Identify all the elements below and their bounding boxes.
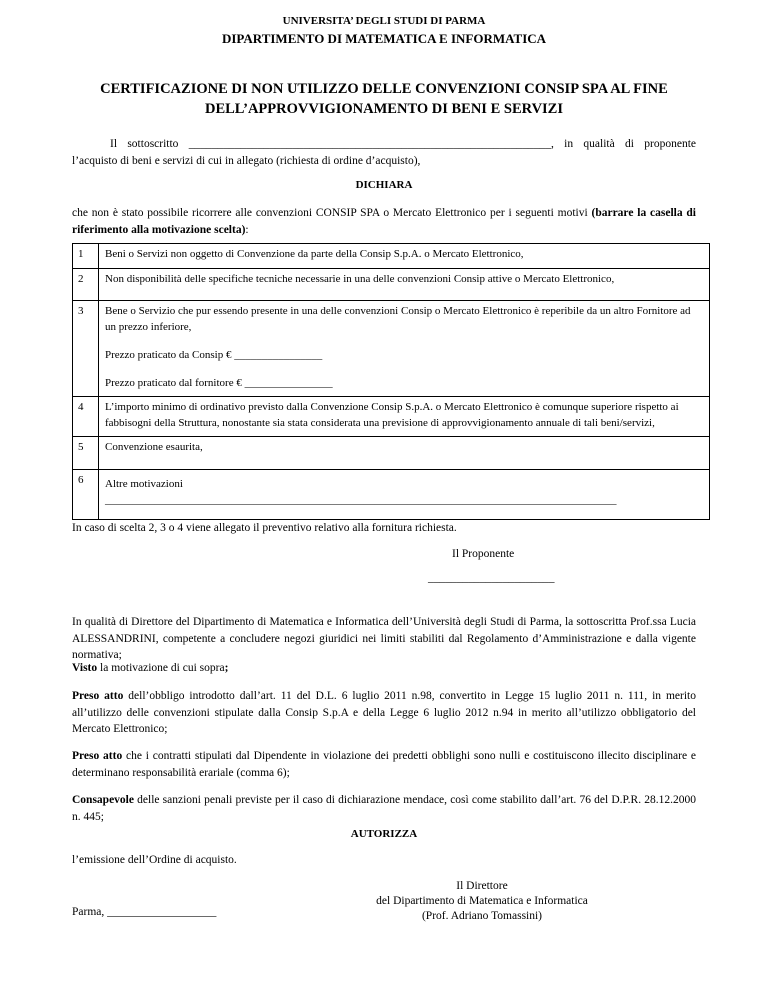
- preso-atto-text: dell’obbligo introdotto dall’art. 11 del D.L. 6 luglio 2011 n.98, convertito in Legge 15 luglio 2011 n. 111, in merito all’utilizzo delle convenzioni stipulate dalla Consip S.p.A e della Legge 6 luglio 2012 n.94 in merito all’utilizzo obbligatorio del Mercato Elettronico;: [72, 690, 696, 736]
- motive-cell: [99, 470, 710, 520]
- visto-label: Visto: [72, 662, 98, 674]
- declare-colon: :: [245, 223, 249, 236]
- declare-heading: DICHIARA: [355, 179, 413, 191]
- motive-text: Convenzione esaurita,: [99, 437, 710, 470]
- preso-atto-text: che i contratti stipulati dal Dipendente in violazione dei predetti obblighi sono nulli e costituiscono illecito disciplinare e determinano responsabilità erariale (comma 6);: [72, 750, 696, 779]
- declare-instruction: (barrare la casella di riferimento alla motivazione scelta): [72, 207, 697, 236]
- document-title: [0, 80, 768, 119]
- motive-text: Altre motivazioni: [105, 478, 183, 490]
- authorize-paragraph: l’emissione dell’Ordine di acquisto.: [72, 854, 237, 866]
- motive-text: L’importo minimo di ordinativo previsto dalla Convenzione Consip S.p.A. o Mercato Elettronico è comunque superiore rispetto ai fabbisogni della Struttura, nonostante sia stata considerata una previsione di approvvigionamento annuale di tali beni/servizi,: [99, 397, 710, 437]
- intro-paragraph: Il sottoscritto _______________________________________________________________, in qualità di proponente l’acquisto di beni e servizi di cui in allegato (richiesta di ordine d’acquisto),: [72, 138, 696, 167]
- director-department: del Dipartimento di Matematica e Informatica: [376, 894, 588, 907]
- declare-text: che non è stato possibile ricorrere alle convenzioni CONSIP SPA o Mercato Elettronico per i seguenti motivi: [72, 207, 592, 219]
- price-supplier-field[interactable]: Prezzo praticato dal fornitore € ________________: [105, 376, 333, 389]
- attachment-note: In caso di scelta 2, 3 o 4 viene allegato il preventivo relativo alla fornitura richiesta.: [72, 522, 457, 534]
- motives-table: [72, 243, 710, 520]
- preso-atto-paragraph-2: [72, 748, 696, 781]
- motive-cell: [99, 301, 710, 397]
- authorize-heading: AUTORIZZA: [350, 828, 418, 840]
- preso-atto-paragraph-1: [72, 688, 696, 738]
- director-signature-block: [352, 879, 612, 924]
- title-line-1: CERTIFICAZIONE DI NON UTILIZZO DELLE CONVENZIONI CONSIP SPA AL FINE: [100, 81, 668, 97]
- university-name: UNIVERSITA’ DEGLI STUDI DI PARMA: [282, 15, 486, 27]
- motive-number: 6: [73, 470, 99, 520]
- other-reasons-line[interactable]: _____________________________________________________________________________________________: [105, 493, 617, 506]
- department-name: DIPARTIMENTO DI MATEMATICA E INFORMATICA: [221, 31, 547, 46]
- consapevole-paragraph: [72, 792, 696, 825]
- preso-atto-label: Preso atto: [72, 750, 123, 762]
- motive-row-1[interactable]: [73, 244, 710, 269]
- motive-number: 4: [73, 397, 99, 437]
- motive-text: Non disponibilità delle specifiche tecniche necessarie in una delle convenzioni Consip attive o Mercato Elettronico,: [99, 269, 710, 301]
- director-intro-paragraph: In qualità di Direttore del Dipartimento di Matematica e Informatica dell’Università degli Studi di Parma, la sottoscritta Prof.ssa Lucia ALESSANDRINI, competente a concludere negozi giuridici nei limiti stabiliti dal Regolamento d’Amministrazione e dalla vigente normativa;: [72, 616, 696, 662]
- motive-text: Beni o Servizi non oggetto di Convenzione da parte della Consip S.p.A. o Mercato Elettronico,: [99, 244, 710, 269]
- motive-row-5[interactable]: [73, 437, 710, 470]
- visto-text: la motivazione di cui sopra: [97, 662, 225, 674]
- director-title: Il Direttore: [456, 880, 508, 892]
- preso-atto-label: Preso atto: [72, 690, 124, 702]
- title-line-2: DELL’APPROVVIGIONAMENTO DI BENI E SERVIZI: [204, 100, 564, 117]
- director-name: (Prof. Adriano Tomassini): [421, 909, 543, 922]
- motive-number: 5: [73, 437, 99, 470]
- declare-paragraph: [72, 205, 696, 238]
- motive-number: 1: [73, 244, 99, 269]
- motive-text: Bene o Servizio che pur essendo presente in una delle convenzioni Consip o Mercato Elettronico è reperibile da un altro Fornitore ad un prezzo inferiore,: [105, 305, 691, 333]
- consapevole-label: Consapevole: [72, 794, 134, 806]
- visto-paragraph: [72, 660, 696, 677]
- visto-end: ;: [224, 662, 229, 674]
- motive-number: 2: [73, 269, 99, 301]
- proponent-label: Il Proponente: [452, 548, 515, 560]
- consapevole-text: delle sanzioni penali previste per il caso di dichiarazione mendace, così come stabilito dall’art. 76 del D.P.R. 28.12.2000 n. 445;: [72, 794, 696, 823]
- price-consip-field[interactable]: Prezzo praticato da Consip € ________________: [105, 348, 323, 361]
- motive-row-2[interactable]: [73, 269, 710, 301]
- motive-row-3[interactable]: [73, 301, 710, 397]
- proponent-signature-line[interactable]: ______________________: [428, 572, 555, 584]
- place-date-field[interactable]: Parma, ___________________: [72, 906, 217, 918]
- motive-row-6[interactable]: [73, 470, 710, 520]
- motive-row-4[interactable]: [73, 397, 710, 437]
- motive-number: 3: [73, 301, 99, 397]
